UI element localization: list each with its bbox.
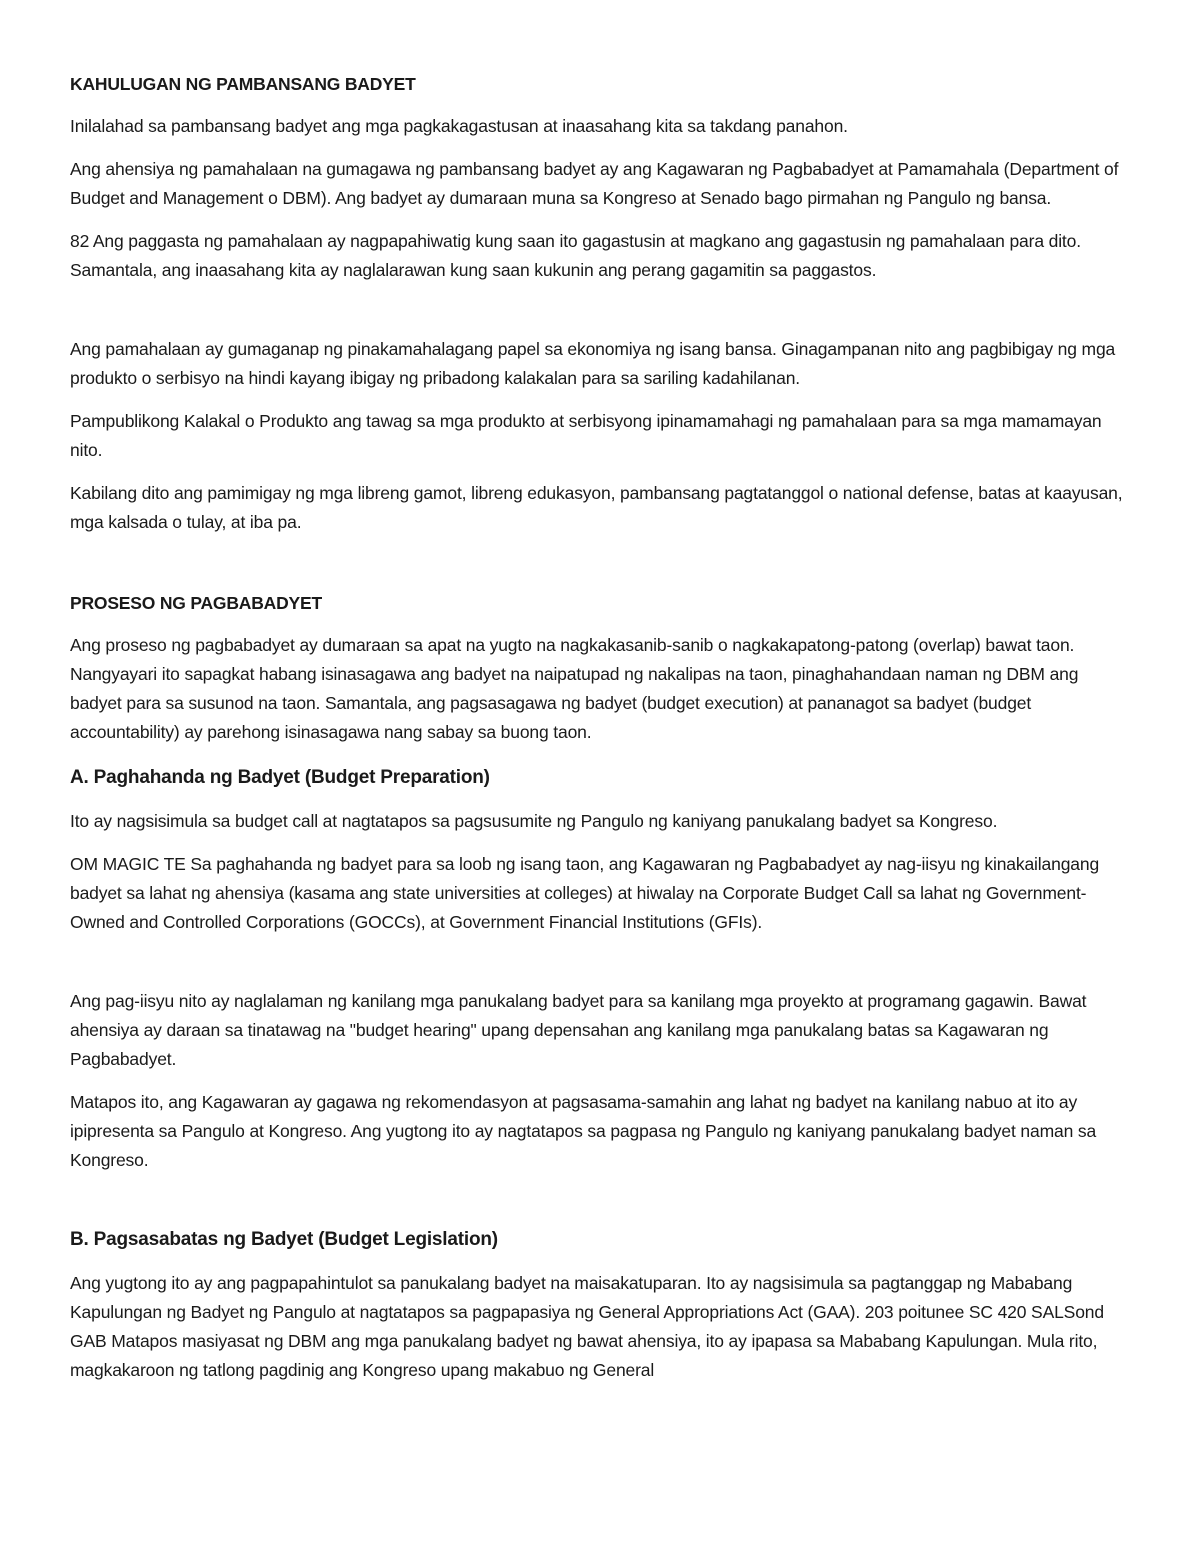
paragraph: Pampublikong Kalakal o Produkto ang tawag sa mga produkto at serbisyong ipinamamahagi ng pamahalaan para sa mga mamamayan nito. <box>70 411 1102 460</box>
paragraph: Ang pag-iisyu nito ay naglalaman ng kanilang mga panukalang badyet para sa kanilang mga proyekto at programang gagawin. Bawat ahensiya ay daraan sa tinatawag na "budget hearing" upang depensahan ang kanilang mga panukalang batas sa Kagawaran ng Pagbabadyet. <box>70 991 1087 1069</box>
section-title-proseso: PROSESO NG PAGBABADYET <box>70 593 322 613</box>
paragraph: 82 Ang paggasta ng pamahalaan ay nagpapahiwatig kung saan ito gagastusin at magkano ang gagastusin ng pamahalaan para dito. Samantala, ang inaasahang kita ay naglalarawan kung saan kukunin ang perang gagamitin sa paggastos. <box>70 231 1081 280</box>
paragraph: Kabilang dito ang pamimigay ng mga libreng gamot, libreng edukasyon, pambansang pagtatanggol o national defense, batas at kaayusan, mga kalsada o tulay, at iba pa. <box>70 483 1123 532</box>
paragraph: Ang ahensiya ng pamahalaan na gumagawa ng pambansang badyet ay ang Kagawaran ng Pagbabadyet at Pamamahala (Department of Budget and Management o DBM). Ang badyet ay dumaraan muna sa Kongreso at Senado bago pirmahan ng Pangulo ng bansa. <box>70 159 1119 208</box>
paragraph: Ang yugtong ito ay ang pagpapahintulot sa panukalang badyet na maisakatuparan. Ito ay nagsisimula sa pagtanggap ng Mababang Kapulungan ng Badyet ng Pangulo at nagtatapos sa pagpapasiya ng General Appropriations Act (GAA). 203 poitunee SC 420 SALSond GAB Matapos masiyasat ng DBM ang mga panukalang badyet ng bawat ahensiya, ito ay ipapasa sa Mababang Kapulungan. Mula rito, magkakaroon ng tatlong pagdinig ang Kongreso upang makabuo ng General <box>70 1273 1104 1380</box>
paragraph: OM MAGIC TE Sa paghahanda ng badyet para sa loob ng isang taon, ang Kagawaran ng Pagbabadyet ay nag-iisyu ng kinakailangang badyet sa lahat ng ahensiya (kasama ang state universities at colleges) at hiwalay na Corporate Budget Call sa lahat ng Government- Owned and Controlled Corporations (GOCCs), at Government Financial Institutions (GFIs). <box>70 854 1100 932</box>
paragraph: Matapos ito, ang Kagawaran ay gagawa ng rekomendasyon at pagsasama-samahin ang lahat ng badyet na kanilang nabuo at ito ay ipipresenta sa Pangulo at Kongreso. Ang yugtong ito ay nagtatapos sa pagpasa ng Pangulo ng kaniyang panukalang badyet naman sa Kongreso. <box>70 1092 1097 1170</box>
paragraph: Ito ay nagsisimula sa budget call at nagtatapos sa pagsusumite ng Pangulo ng kaniyang panukalang badyet sa Kongreso. <box>70 811 998 831</box>
subsection-title-a: A. Paghahanda ng Badyet (Budget Preparation) <box>70 767 490 788</box>
paragraph: Ang proseso ng pagbabadyet ay dumaraan sa apat na yugto na nagkakasanib-sanib o nagkakapatong-patong (overlap) bawat taon. Nangyayari ito sapagkat habang isinasagawa ang badyet na naipatupad ng nakalipas na taon, pinaghahandaan naman ng DBM ang badyet para sa susunod na taon. Samantala, ang pagsasagawa ng badyet (budget execution) at pananagot sa badyet (budget accountability) ay parehong isinasagawa nang sabay sa buong taon. <box>70 635 1079 742</box>
paragraph: Ang pamahalaan ay gumaganap ng pinakamahalagang papel sa ekonomiya ng isang bansa. Ginagampanan nito ang pagbibigay ng mga produkto o serbisyo na hindi kayang ibigay ng pribadong kalakalan para sa sariling kadahilanan. <box>70 339 1116 388</box>
document-page <box>70 70 1132 1385</box>
subsection-title-b: B. Pagsasabatas ng Badyet (Budget Legislation) <box>70 1229 498 1250</box>
section-title-kahulugan: KAHULUGAN NG PAMBANSANG BADYET <box>70 74 416 94</box>
paragraph: Inilalahad sa pambansang badyet ang mga pagkakagastusan at inaasahang kita sa takdang panahon. <box>70 116 848 136</box>
